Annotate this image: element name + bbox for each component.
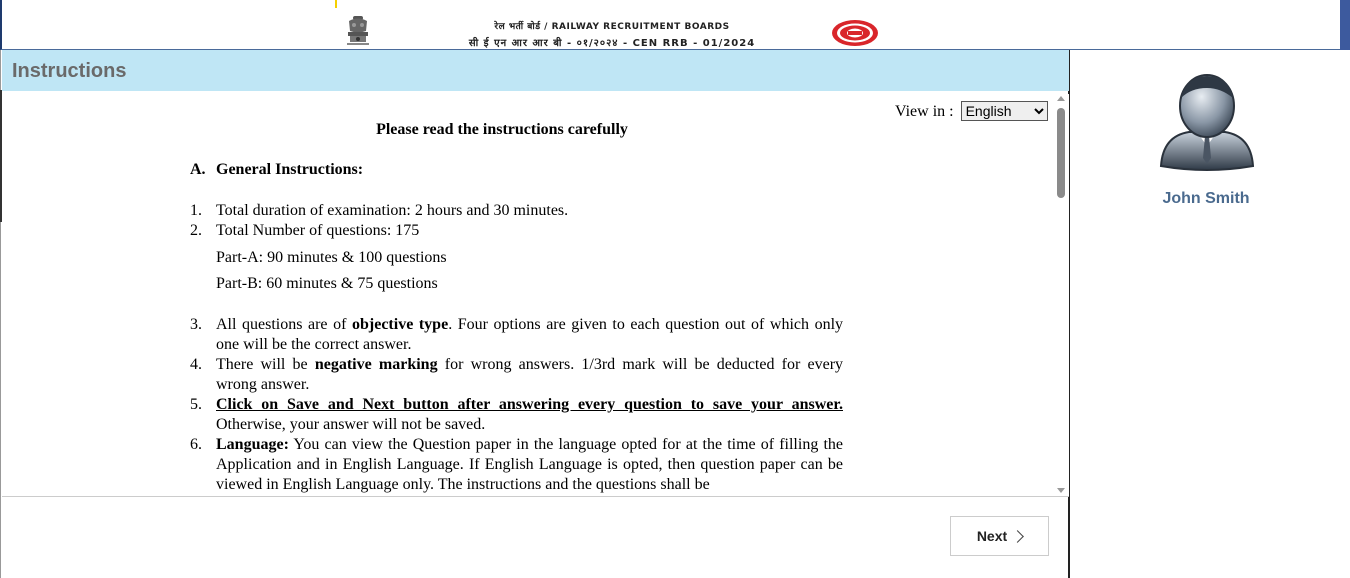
part-b-detail: Part-B: 60 minutes & 75 questions <box>216 275 438 292</box>
item-number: 1. <box>190 202 202 219</box>
item-text: Total Number of questions: 175 <box>216 222 420 239</box>
item-text <box>216 435 843 495</box>
list-item <box>190 221 850 241</box>
item-text-part: for wrong answers. 1/3rd mark will be deducted for every wrong answer. <box>216 356 844 393</box>
section-a-label: A. <box>190 161 206 178</box>
item-text-bold: objective type <box>351 316 449 333</box>
list-item <box>190 315 850 355</box>
header-line-2: सी ई एन आर आर बी - ०१/२०२४ - CEN RRB - 01/2024 <box>468 38 756 49</box>
item-text-bold: negative marking <box>314 356 438 373</box>
section-a-title: General Instructions: <box>216 161 364 178</box>
user-avatar-icon <box>1155 70 1259 174</box>
exam-header <box>0 0 1350 50</box>
item-text <box>216 315 843 355</box>
item-text-bold-underlined: Click on Save and Next button after answering every question to save your answer. <box>216 396 843 413</box>
item-text-part: There will be <box>216 356 315 373</box>
language-select[interactable] <box>961 101 1048 121</box>
language-selector <box>895 101 1048 121</box>
user-name: John Smith <box>1162 190 1250 207</box>
item-text <box>216 355 843 395</box>
instructions-content[interactable] <box>2 91 1069 496</box>
next-button-label: Next <box>976 528 1008 544</box>
instructions-heading: Please read the instructions carefully <box>376 121 628 138</box>
section-a-heading <box>190 161 363 179</box>
list-item <box>190 395 850 435</box>
item-number: 4. <box>190 356 202 373</box>
user-panel <box>1072 50 1350 578</box>
item-text-part: Otherwise, your answer will not be saved. <box>216 416 486 433</box>
list-item <box>190 355 850 395</box>
list-item <box>190 435 850 495</box>
part-a-detail: Part-A: 90 minutes & 100 questions <box>216 249 447 266</box>
item-number: 3. <box>190 316 202 333</box>
content-scrollbar[interactable] <box>1053 94 1069 496</box>
scroll-down-icon[interactable] <box>1057 488 1065 493</box>
left-edge-line <box>0 90 2 222</box>
instructions-panel <box>0 50 1070 578</box>
indian-railways-logo-icon <box>831 19 879 47</box>
item-text-part: You can view the Question paper in the language opted for at the time of filling the Application and in English Language. If English Language is opted, then question paper can be viewed in English Language only. The instructions and the questions shall be <box>216 436 843 493</box>
item-text-part: All questions are of <box>216 316 352 333</box>
item-text-bold: Language: <box>216 436 289 453</box>
chevron-right-icon <box>1011 530 1024 543</box>
item-number: 2. <box>190 222 202 239</box>
list-item <box>190 201 850 221</box>
view-in-label: View in : <box>895 103 954 120</box>
item-text-part: . Four options are given to each question out of which only one will be the correct answer. <box>216 316 844 353</box>
header-line-1: रेल भर्ती बोर्ड / RAILWAY RECRUITMENT BOARDS <box>494 22 730 32</box>
national-emblem-icon <box>340 14 376 48</box>
instructions-list <box>190 201 850 495</box>
scroll-up-icon[interactable] <box>1057 96 1065 101</box>
instructions-title-bar <box>2 50 1069 91</box>
next-button[interactable] <box>950 516 1049 556</box>
item-text: Total duration of examination: 2 hours and 30 minutes. <box>216 202 569 219</box>
header-accent <box>335 0 337 8</box>
panel-title: Instructions <box>12 60 127 82</box>
header-right-strip <box>1340 0 1350 50</box>
scrollbar-thumb[interactable] <box>1057 108 1065 198</box>
footer-divider <box>2 496 1069 497</box>
item-text <box>216 395 843 435</box>
header-title <box>412 19 812 49</box>
item-number: 6. <box>190 436 202 453</box>
item-number: 5. <box>190 396 202 413</box>
